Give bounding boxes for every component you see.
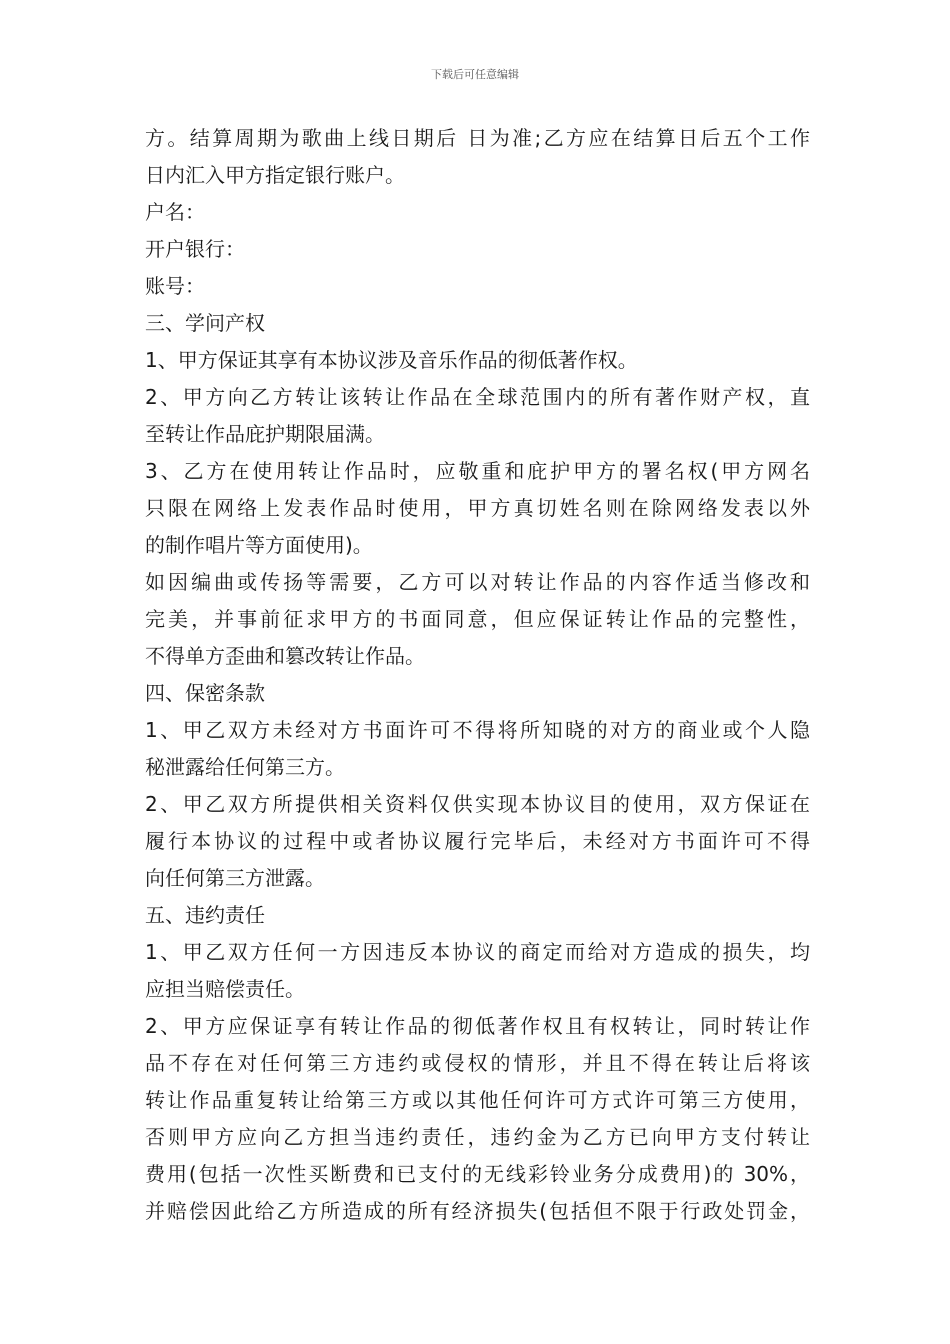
text-line: 开户银行：	[145, 237, 245, 261]
text-line: 费用(包括一次性买断费和已支付的无线彩铃业务分成费用)的 30%，	[145, 1162, 810, 1186]
text-line: 1、甲乙双方未经对方书面许可不得将所知晓的对方的商业或个人隐	[145, 718, 810, 742]
text-line: 履行本协议的过程中或者协议履行完毕后，未经对方书面许可不得	[145, 829, 810, 853]
text-line: 日内汇入甲方指定银行账户。	[145, 163, 405, 187]
text-line: 否则甲方应向乙方担当违约责任，违约金为乙方已向甲方支付转让	[145, 1125, 810, 1149]
text-line: 3、乙方在使用转让作品时，应敬重和庇护甲方的署名权(甲方网名	[145, 459, 810, 483]
text-line: 的制作唱片等方面使用)。	[145, 533, 373, 557]
text-line: 至转让作品庇护期限届满。	[145, 422, 385, 446]
text-line: 户名：	[145, 200, 205, 224]
text-line: 只限在网络上发表作品时使用，甲方真切姓名则在除网络发表以外	[145, 496, 810, 520]
text-line: 2、甲方向乙方转让该转让作品在全球范围内的所有著作财产权，直	[145, 385, 810, 409]
text-line: 五、违约责任	[145, 903, 265, 927]
text-line: 1、甲方保证其享有本协议涉及音乐作品的彻低著作权。	[145, 348, 638, 372]
document-body	[145, 120, 810, 1230]
text-line: 1、甲乙双方任何一方因违反本协议的商定而给对方造成的损失，均	[145, 940, 810, 964]
text-line: 三、学问产权	[145, 311, 265, 335]
page-header: 下载后可任意编辑	[431, 68, 519, 81]
text-line: 完美，并事前征求甲方的书面同意，但应保证转让作品的完整性，	[145, 607, 810, 631]
text-line: 应担当赔偿责任。	[145, 977, 305, 1001]
text-line: 转让作品重复转让给第三方或以其他任何许可方式许可第三方使用，	[145, 1088, 810, 1112]
text-line: 方。结算周期为歌曲上线日期后 日为准;乙方应在结算日后五个工作	[145, 126, 810, 150]
text-line: 向任何第三方泄露。	[145, 866, 325, 890]
text-line: 并赔偿因此给乙方所造成的所有经济损失(包括但不限于行政处罚金，	[145, 1199, 810, 1223]
text-line: 品不存在对任何第三方违约或侵权的情形，并且不得在转让后将该	[145, 1051, 810, 1075]
text-line: 不得单方歪曲和篡改转让作品。	[145, 644, 425, 668]
text-line: 如因编曲或传扬等需要，乙方可以对转让作品的内容作适当修改和	[145, 570, 810, 594]
text-line: 2、甲乙双方所提供相关资料仅供实现本协议目的使用，双方保证在	[145, 792, 810, 816]
text-line: 2、甲方应保证享有转让作品的彻低著作权且有权转让，同时转让作	[145, 1014, 810, 1038]
text-line: 四、保密条款	[145, 681, 265, 705]
text-line: 账号：	[145, 274, 205, 298]
text-line: 秘泄露给任何第三方。	[145, 755, 345, 779]
